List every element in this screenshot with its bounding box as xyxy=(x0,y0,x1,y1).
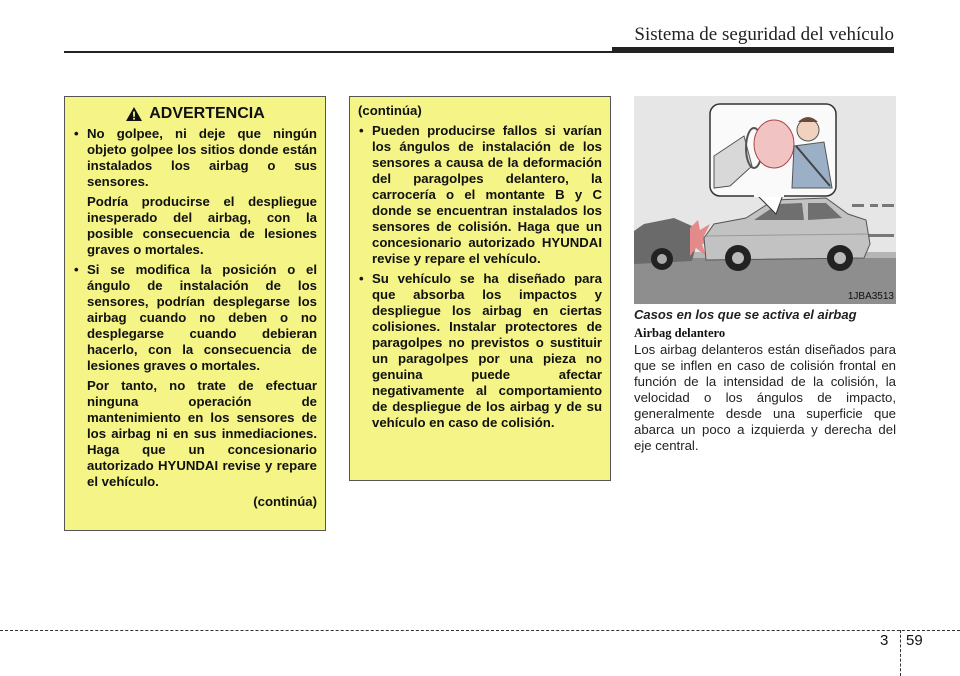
page-header-title: Sistema de seguridad del vehículo xyxy=(634,24,894,45)
warning-paragraph: Por tanto, no trate de efectuar ninguna operación de mantenimiento en los sensores de los airbag ni en sus inmediaciones. Haga que un concesionario autorizado HYUNDAI revise y repare el vehículo. xyxy=(87,378,317,489)
warning-box-right xyxy=(349,96,611,481)
warning-item: • Si se modifica la posición o el ángulo de instalación de los sensores, podrían desplegarse los airbag cuando no deben o no desplegarse cuando debieran hacerlo, con la consecuencia de lesiones graves o mortales. xyxy=(73,262,317,374)
continued-note: (continúa) xyxy=(253,494,317,509)
warning-paragraph: Podría producirse el despliegue inesperado del airbag, con la posible consecuencia de lesiones graves o mortales. xyxy=(87,194,317,257)
section-heading: Casos en los que se activa el airbag xyxy=(634,307,857,322)
footer-divider xyxy=(900,630,901,676)
chapter-number: 3 xyxy=(880,632,889,649)
warning-item: • Pueden producirse fallos si varían los ángulos de instalación de los sensores a causa de la deformación del paragolpes delantero, la carrocería o el montante B y C donde se encuentran instalados los sensores de colisión. Haga que un concesionario autorizado HYUNDAI revise y repare el vehículo. xyxy=(358,123,602,267)
warning-triangle-icon xyxy=(125,106,143,122)
continued-note: (continúa) xyxy=(358,103,422,118)
airbag-illustration xyxy=(634,96,896,304)
header-rule-accent xyxy=(612,47,894,52)
body-paragraph: Los airbag delanteros están diseñados para que se inflen en caso de colisión frontal en función de la intensidad de la colisión, la velocidad o los ángulos de impacto, generalmente desde una superficie que abarca un poco a izquierda y derecha del eje central. xyxy=(634,342,896,453)
warning-title xyxy=(73,106,317,122)
warning-title-text: ADVERTENCIA xyxy=(149,105,265,122)
footer-rule xyxy=(0,630,960,631)
figure-code: 1JBA3513 xyxy=(847,291,894,302)
page-number: 59 xyxy=(906,632,923,649)
warning-box-left xyxy=(64,96,326,531)
warning-item: • No golpee, ni deje que ningún objeto golpee los sitios donde están instalados los airbag o sus sensores. xyxy=(73,126,317,190)
warning-item: • Su vehículo se ha diseñado para que absorba los impactos y despliegue los airbag en ciertas colisiones. Instalar protectores de paragolpes no previstos o sustituir un paragolpes por una pieza no genuina puede afectar negativamente al comportamiento de despliegue de los airbag y de su vehículo en caso de colisión. xyxy=(358,271,602,431)
car-collision-illustration xyxy=(634,96,896,304)
sub-heading: Airbag delantero xyxy=(634,326,726,340)
